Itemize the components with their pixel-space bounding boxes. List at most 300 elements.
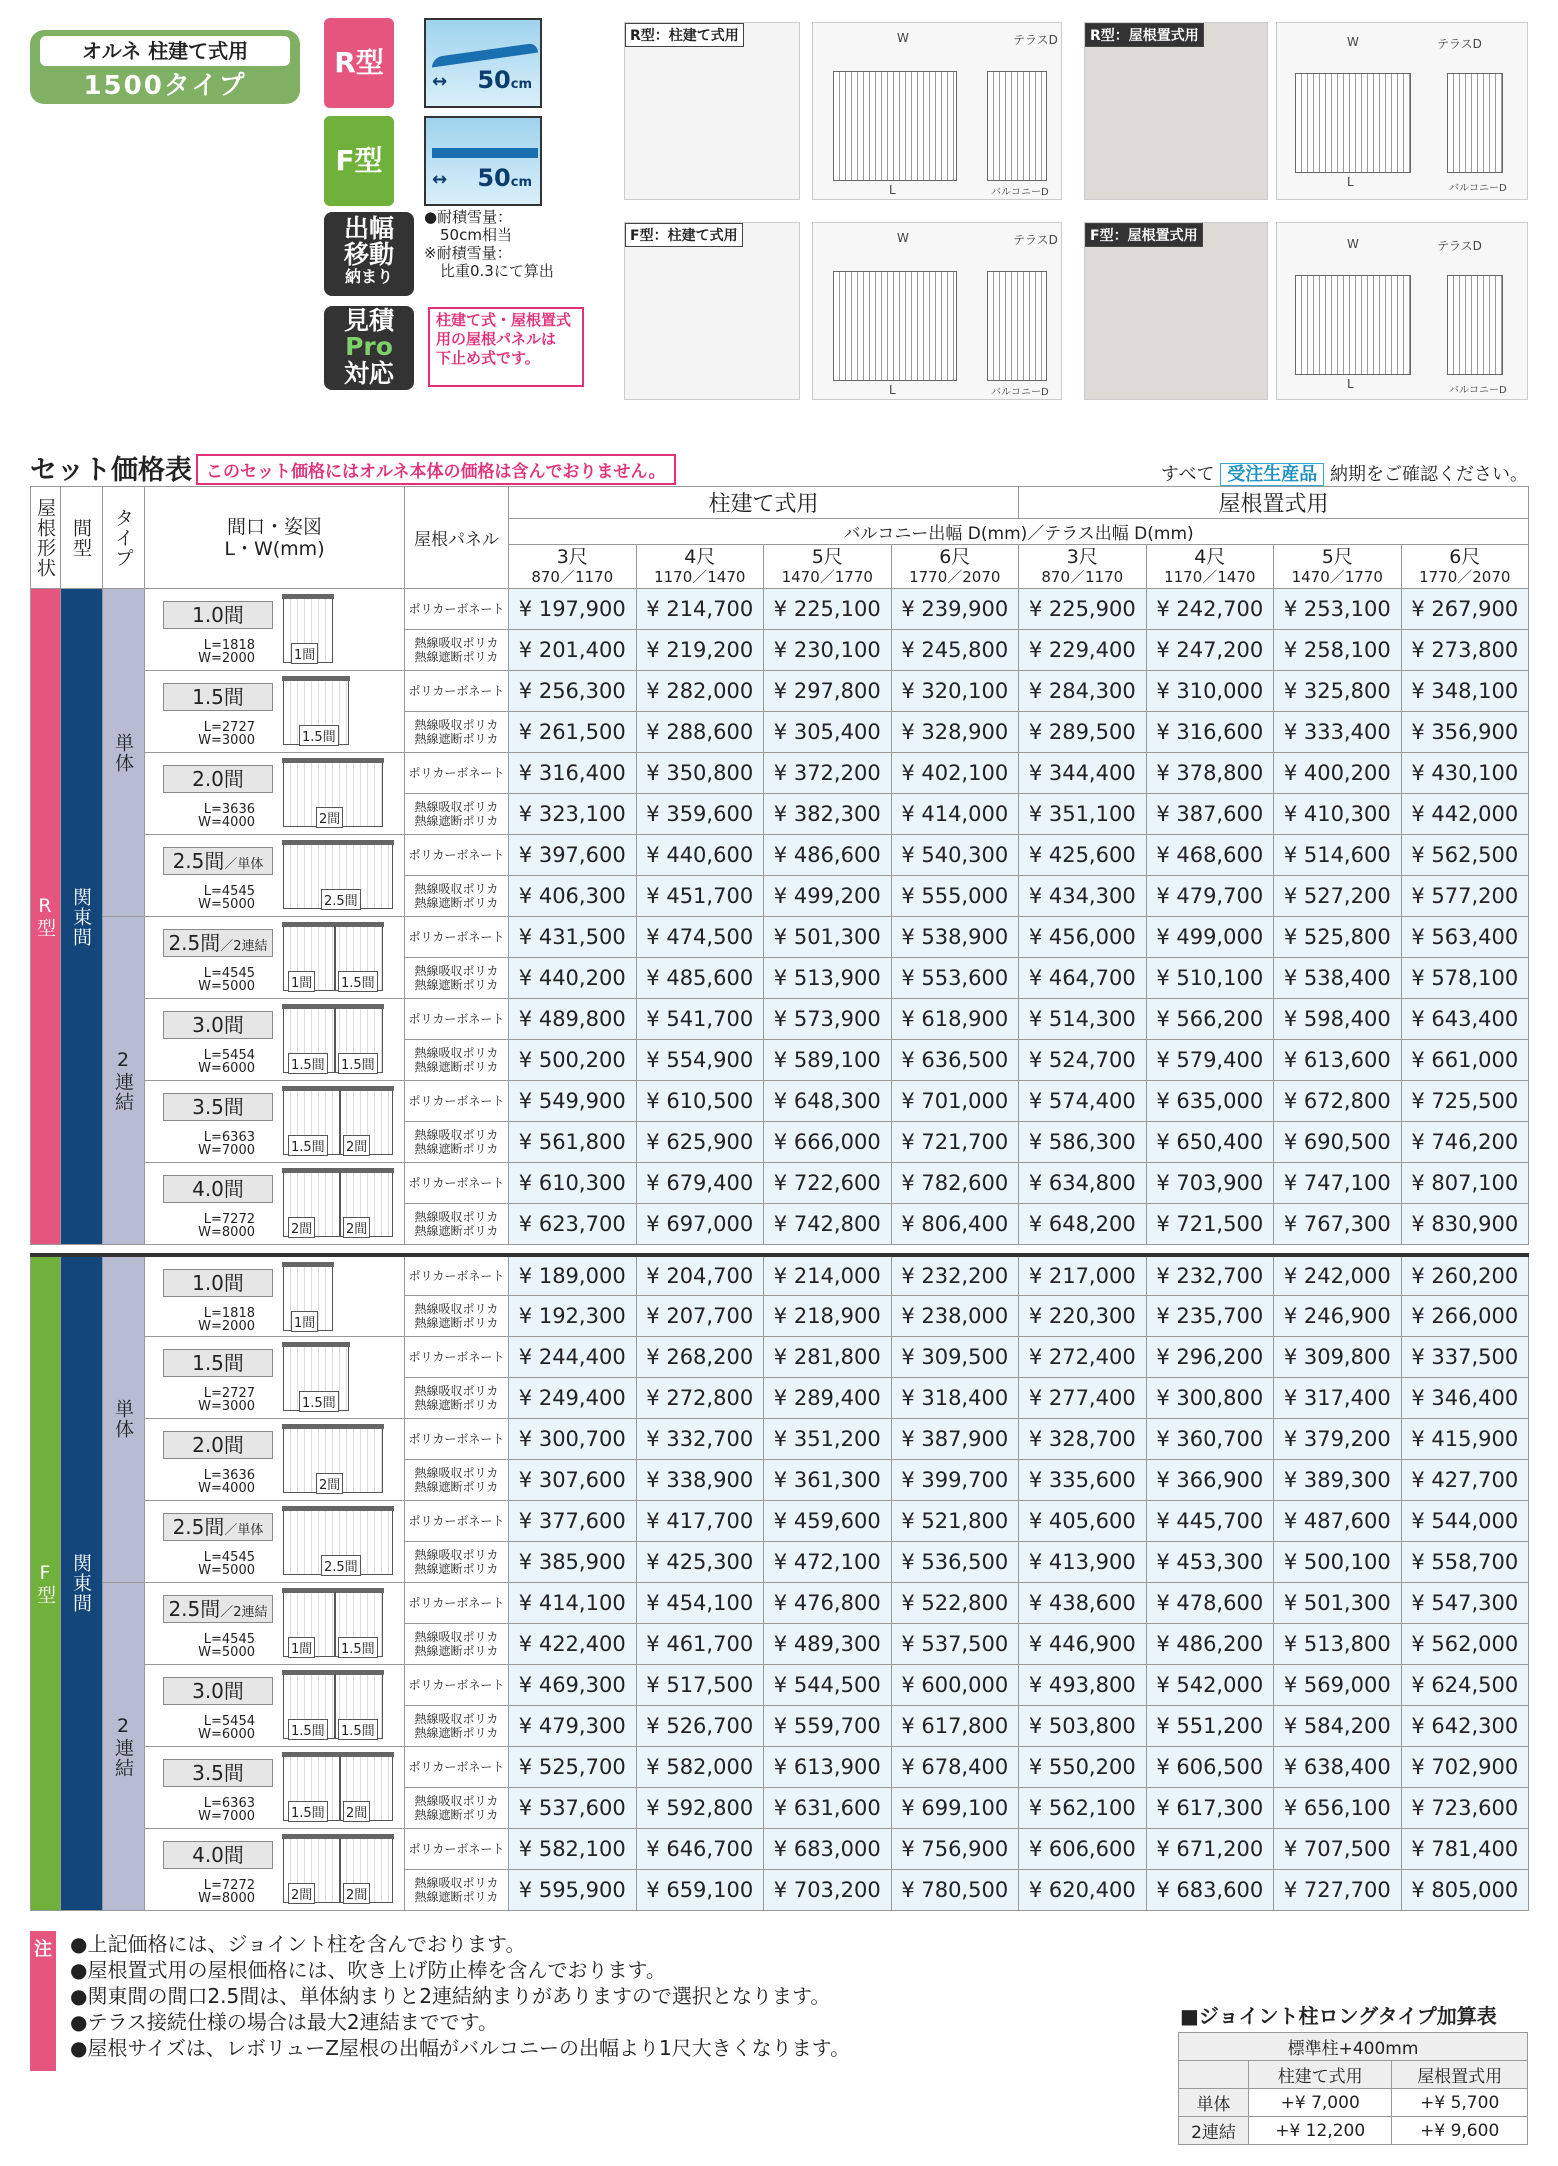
type-tag-r: R型	[324, 18, 394, 108]
price-cell: ¥ 406,300	[509, 876, 637, 917]
price-cell: ¥ 479,700	[1146, 876, 1274, 917]
price-cell: ¥ 245,800	[891, 630, 1019, 671]
price-cell: ¥ 582,000	[636, 1747, 764, 1788]
table-row	[31, 835, 1529, 876]
price-cell: ¥ 487,600	[1274, 1501, 1402, 1542]
ma-label: 1.5間	[163, 1349, 273, 1377]
price-cell: ¥ 558,700	[1401, 1542, 1529, 1583]
price-cell: ¥ 272,800	[636, 1378, 764, 1419]
ma-label: 3.0間	[163, 1011, 273, 1039]
price-cell: ¥ 721,700	[891, 1122, 1019, 1163]
price-cell: ¥ 378,800	[1146, 753, 1274, 794]
price-cell: ¥ 595,900	[509, 1870, 637, 1911]
price-cell: ¥ 256,300	[509, 671, 637, 712]
price-cell: ¥ 589,100	[764, 1040, 892, 1081]
price-cell: ¥ 807,100	[1401, 1163, 1529, 1204]
price-cell: ¥ 514,300	[1019, 999, 1147, 1040]
price-cell: ¥ 218,900	[764, 1296, 892, 1337]
panel-poly: ポリカーボネート	[405, 1419, 509, 1460]
price-cell: ¥ 469,300	[509, 1665, 637, 1706]
drawing-r-yane: W テラスD L バルコニーD	[1276, 22, 1528, 200]
frame-icon: 2間 2間	[283, 1837, 393, 1903]
price-cell: ¥ 617,300	[1146, 1788, 1274, 1829]
price-cell: ¥ 372,200	[764, 753, 892, 794]
price-cell: ¥ 514,600	[1274, 835, 1402, 876]
price-cell: ¥ 219,200	[636, 630, 764, 671]
price-cell: ¥ 289,500	[1019, 712, 1147, 753]
lw-label: L=5454 W=6000	[198, 1048, 255, 1076]
lw-label: L=3636 W=4000	[198, 1468, 255, 1496]
price-cell: ¥ 451,700	[636, 876, 764, 917]
ma-label: 3.5間	[163, 1093, 273, 1121]
panel-heat: 熱線吸収ポリカ 熱線遮断ポリカ	[405, 1788, 509, 1829]
price-cell: ¥ 562,500	[1401, 835, 1529, 876]
price-cell: ¥ 586,300	[1019, 1122, 1147, 1163]
price-cell: ¥ 559,700	[764, 1706, 892, 1747]
price-cell: ¥ 501,300	[1274, 1583, 1402, 1624]
price-cell: ¥ 273,800	[1401, 630, 1529, 671]
price-cell: ¥ 661,000	[1401, 1040, 1529, 1081]
table-row	[31, 1081, 1529, 1122]
price-cell: ¥ 410,300	[1274, 794, 1402, 835]
header-kind: タイプ	[103, 487, 145, 589]
price-cell: ¥ 634,800	[1019, 1163, 1147, 1204]
price-cell: ¥ 517,500	[636, 1665, 764, 1706]
price-cell: ¥ 723,600	[1401, 1788, 1529, 1829]
price-cell: ¥ 542,000	[1146, 1665, 1274, 1706]
table-row	[31, 1163, 1529, 1204]
price-cell: ¥ 742,800	[764, 1204, 892, 1245]
frame-icon: 1.5間	[283, 679, 349, 745]
price-cell: ¥ 284,300	[1019, 671, 1147, 712]
price-cell: ¥ 414,100	[509, 1583, 637, 1624]
joint-row-label: 2連結	[1179, 2117, 1249, 2145]
panel-heat: 熱線吸収ポリカ 熱線遮断ポリカ	[405, 1870, 509, 1911]
frame-icon: 1.5間 2間	[283, 1755, 393, 1821]
price-cell: ¥ 413,900	[1019, 1542, 1147, 1583]
price-cell: ¥ 606,600	[1019, 1829, 1147, 1870]
price-cell: ¥ 400,200	[1274, 753, 1402, 794]
frame-icon: 2.5間	[283, 1509, 393, 1575]
table-row	[31, 1501, 1529, 1542]
price-cell: ¥ 328,900	[891, 712, 1019, 753]
price-cell: ¥ 258,100	[1274, 630, 1402, 671]
drawing-f-yane: W テラスD L バルコニーD	[1276, 222, 1528, 400]
joint-col2: 屋根置式用	[1392, 2061, 1528, 2089]
panel-heat: 熱線吸収ポリカ 熱線遮断ポリカ	[405, 794, 509, 835]
note-tag: 注	[30, 1931, 56, 2071]
price-cell: ¥ 521,800	[891, 1501, 1019, 1542]
price-cell: ¥ 230,100	[764, 630, 892, 671]
price-cell: ¥ 562,000	[1401, 1624, 1529, 1665]
header-size-col: 5尺 1470／1770	[1274, 545, 1402, 589]
price-cell: ¥ 351,100	[1019, 794, 1147, 835]
note-line: ●屋根サイズは、レボリューZ屋根の出幅がバルコニーの出幅より1尺大きくなります。	[70, 2036, 851, 2060]
price-cell: ¥ 356,900	[1401, 712, 1529, 753]
price-cell: ¥ 554,900	[636, 1040, 764, 1081]
price-cell: ¥ 217,000	[1019, 1255, 1147, 1296]
price-cell: ¥ 756,900	[891, 1829, 1019, 1870]
price-cell: ¥ 671,200	[1146, 1829, 1274, 1870]
snow-icon-r: ↔ 50cm	[424, 18, 542, 108]
price-cell: ¥ 239,900	[891, 589, 1019, 630]
price-cell: ¥ 643,400	[1401, 999, 1529, 1040]
size-cell	[145, 1583, 405, 1665]
price-cell: ¥ 606,500	[1146, 1747, 1274, 1788]
lw-label: L=6363 W=7000	[198, 1796, 255, 1824]
price-cell: ¥ 323,100	[509, 794, 637, 835]
price-cell: ¥ 510,100	[1146, 958, 1274, 999]
price-cell: ¥ 707,500	[1274, 1829, 1402, 1870]
frame-icon: 1.5間 2間	[283, 1089, 393, 1155]
lw-label: L=5454 W=6000	[198, 1714, 255, 1742]
price-cell: ¥ 389,300	[1274, 1460, 1402, 1501]
frame-icon: 1間	[283, 1265, 333, 1331]
ma-label: 4.0間	[163, 1175, 273, 1203]
price-cell: ¥ 690,500	[1274, 1122, 1402, 1163]
price-cell: ¥ 617,800	[891, 1706, 1019, 1747]
price-cell: ¥ 613,900	[764, 1747, 892, 1788]
price-cell: ¥ 780,500	[891, 1870, 1019, 1911]
size-cell	[145, 1337, 405, 1419]
price-cell: ¥ 316,400	[509, 753, 637, 794]
panel-heat: 熱線吸収ポリカ 熱線遮断ポリカ	[405, 1296, 509, 1337]
price-cell: ¥ 600,000	[891, 1665, 1019, 1706]
joint-cell: +¥ 7,000	[1249, 2089, 1392, 2117]
panel-heat: 熱線吸収ポリカ 熱線遮断ポリカ	[405, 1624, 509, 1665]
panel-heat: 熱線吸収ポリカ 熱線遮断ポリカ	[405, 958, 509, 999]
price-cell: ¥ 525,700	[509, 1747, 637, 1788]
price-cell: ¥ 578,100	[1401, 958, 1529, 999]
size-cell	[145, 753, 405, 835]
lw-label: L=1818 W=2000	[198, 1305, 255, 1334]
lw-label: L=3636 W=4000	[198, 802, 255, 830]
price-cell: ¥ 335,600	[1019, 1460, 1147, 1501]
price-cell: ¥ 781,400	[1401, 1829, 1529, 1870]
price-cell: ¥ 830,900	[1401, 1204, 1529, 1245]
frame-icon: 1.5間 1.5間	[283, 1007, 383, 1073]
panel-poly: ポリカーボネート	[405, 1665, 509, 1706]
note-line: ●テラス接続仕様の場合は最大2連結までです。	[70, 2010, 498, 2034]
price-cell: ¥ 434,300	[1019, 876, 1147, 917]
lw-label: L=6363 W=7000	[198, 1130, 255, 1158]
header-panel: 屋根パネル	[405, 487, 509, 589]
price-cell: ¥ 624,500	[1401, 1665, 1529, 1706]
price-cell: ¥ 405,600	[1019, 1501, 1147, 1542]
price-cell: ¥ 438,600	[1019, 1583, 1147, 1624]
header-shape: 屋根形状	[31, 487, 61, 589]
price-cell: ¥ 555,000	[891, 876, 1019, 917]
header-size-col: 4尺 1170／1470	[636, 545, 764, 589]
price-cell: ¥ 499,200	[764, 876, 892, 917]
price-cell: ¥ 397,600	[509, 835, 637, 876]
price-cell: ¥ 266,000	[1401, 1296, 1529, 1337]
table-row	[31, 1583, 1529, 1624]
price-cell: ¥ 610,300	[509, 1163, 637, 1204]
price-cell: ¥ 348,100	[1401, 671, 1529, 712]
header-yane: 屋根置式用	[1019, 487, 1529, 519]
lw-label: L=2727 W=3000	[198, 720, 255, 748]
price-cell: ¥ 538,400	[1274, 958, 1402, 999]
panel-heat: 熱線吸収ポリカ 熱線遮断ポリカ	[405, 712, 509, 753]
price-cell: ¥ 697,000	[636, 1204, 764, 1245]
price-cell: ¥ 425,600	[1019, 835, 1147, 876]
price-cell: ¥ 579,400	[1146, 1040, 1274, 1081]
table-row	[31, 1419, 1529, 1460]
ma-label: 2.0間	[163, 1431, 273, 1459]
ma-label: 3.0間	[163, 1677, 273, 1705]
price-cell: ¥ 474,500	[636, 917, 764, 958]
price-cell: ¥ 307,600	[509, 1460, 637, 1501]
price-cell: ¥ 189,000	[509, 1255, 637, 1296]
price-cell: ¥ 613,600	[1274, 1040, 1402, 1081]
price-cell: ¥ 725,500	[1401, 1081, 1529, 1122]
price-cell: ¥ 566,200	[1146, 999, 1274, 1040]
price-cell: ¥ 727,700	[1274, 1870, 1402, 1911]
price-cell: ¥ 468,600	[1146, 835, 1274, 876]
header-hashira: 柱建て式用	[509, 487, 1019, 519]
price-cell: ¥ 537,500	[891, 1624, 1019, 1665]
panel-poly: ポリカーボネート	[405, 917, 509, 958]
table-row	[31, 1255, 1529, 1296]
price-cell: ¥ 361,300	[764, 1460, 892, 1501]
dejiba-tag: 出幅 移動 納まり	[324, 212, 414, 296]
frame-icon: 1間 1.5間	[283, 1591, 383, 1657]
drawing-f-hashira: W テラスD L バルコニーD	[812, 222, 1062, 400]
price-cell: ¥ 197,900	[509, 589, 637, 630]
price-cell: ¥ 642,300	[1401, 1706, 1529, 1747]
price-cell: ¥ 648,300	[764, 1081, 892, 1122]
ma-label: 1.0間	[163, 1269, 273, 1297]
table-row	[31, 671, 1529, 712]
frame-icon: 2間 2間	[283, 1171, 393, 1237]
header-size-col: 6尺 1770／2070	[891, 545, 1019, 589]
price-cell: ¥ 544,000	[1401, 1501, 1529, 1542]
price-cell: ¥ 309,500	[891, 1337, 1019, 1378]
price-cell: ¥ 399,700	[891, 1460, 1019, 1501]
price-cell: ¥ 702,900	[1401, 1747, 1529, 1788]
frame-icon: 1.5間	[283, 1345, 349, 1411]
size-cell	[145, 589, 405, 671]
ma-label: 2.0間	[163, 765, 273, 793]
price-cell: ¥ 402,100	[891, 753, 1019, 794]
price-cell: ¥ 244,400	[509, 1337, 637, 1378]
joint-cell: +¥ 5,700	[1392, 2089, 1528, 2117]
price-cell: ¥ 499,000	[1146, 917, 1274, 958]
panel-poly: ポリカーボネート	[405, 835, 509, 876]
price-cell: ¥ 440,600	[636, 835, 764, 876]
price-cell: ¥ 500,100	[1274, 1542, 1402, 1583]
note-line: ●上記価格には、ジョイント柱を含んでおります。	[70, 1932, 526, 1956]
price-cell: ¥ 537,600	[509, 1788, 637, 1829]
panel-poly: ポリカーボネート	[405, 1829, 509, 1870]
price-cell: ¥ 316,600	[1146, 712, 1274, 753]
ma-label: 2.5間／単体	[163, 1513, 273, 1541]
price-cell: ¥ 618,900	[891, 999, 1019, 1040]
price-cell: ¥ 309,800	[1274, 1337, 1402, 1378]
price-cell: ¥ 636,500	[891, 1040, 1019, 1081]
price-cell: ¥ 476,800	[764, 1583, 892, 1624]
price-cell: ¥ 486,600	[764, 835, 892, 876]
table-row	[31, 917, 1529, 958]
table-row	[31, 1829, 1529, 1870]
price-cell: ¥ 683,000	[764, 1829, 892, 1870]
price-cell: ¥ 501,300	[764, 917, 892, 958]
price-cell: ¥ 445,700	[1146, 1501, 1274, 1542]
joint-cell: +¥ 12,200	[1249, 2117, 1392, 2145]
price-cell: ¥ 246,900	[1274, 1296, 1402, 1337]
price-cell: ¥ 561,800	[509, 1122, 637, 1163]
price-cell: ¥ 549,900	[509, 1081, 637, 1122]
drawing-r-hashira: W テラスD L バルコニーD	[812, 22, 1062, 200]
price-cell: ¥ 422,400	[509, 1624, 637, 1665]
price-cell: ¥ 553,600	[891, 958, 1019, 999]
header-size-col: 3尺 870／1170	[1019, 545, 1147, 589]
price-cell: ¥ 282,000	[636, 671, 764, 712]
panel-heat: 熱線吸収ポリカ 熱線遮断ポリカ	[405, 630, 509, 671]
panel-heat: 熱線吸収ポリカ 熱線遮断ポリカ	[405, 1040, 509, 1081]
size-cell	[145, 1501, 405, 1583]
price-cell: ¥ 782,600	[891, 1163, 1019, 1204]
price-cell: ¥ 387,900	[891, 1419, 1019, 1460]
price-cell: ¥ 379,200	[1274, 1419, 1402, 1460]
price-cell: ¥ 417,700	[636, 1501, 764, 1542]
lw-label: L=7272 W=8000	[198, 1212, 255, 1240]
price-cell: ¥ 513,800	[1274, 1624, 1402, 1665]
price-cell: ¥ 387,600	[1146, 794, 1274, 835]
price-cell: ¥ 232,200	[891, 1255, 1019, 1296]
ma-label: 4.0間	[163, 1841, 273, 1869]
price-cell: ¥ 440,200	[509, 958, 637, 999]
panel-poly: ポリカーボネート	[405, 753, 509, 794]
price-cell: ¥ 415,900	[1401, 1419, 1529, 1460]
table-row	[31, 589, 1529, 630]
header-size-col: 3尺 870／1170	[509, 545, 637, 589]
price-cell: ¥ 563,400	[1401, 917, 1529, 958]
panel-poly: ポリカーボネート	[405, 589, 509, 630]
size-cell	[145, 1163, 405, 1245]
price-cell: ¥ 679,400	[636, 1163, 764, 1204]
price-cell: ¥ 472,100	[764, 1542, 892, 1583]
price-cell: ¥ 425,300	[636, 1542, 764, 1583]
lw-label: L=1818 W=2000	[198, 638, 255, 666]
price-cell: ¥ 350,800	[636, 753, 764, 794]
price-cell: ¥ 296,200	[1146, 1337, 1274, 1378]
panel-heat: 熱線吸収ポリカ 熱線遮断ポリカ	[405, 876, 509, 917]
price-cell: ¥ 442,000	[1401, 794, 1529, 835]
price-cell: ¥ 337,500	[1401, 1337, 1529, 1378]
price-cell: ¥ 431,500	[509, 917, 637, 958]
price-cell: ¥ 225,900	[1019, 589, 1147, 630]
price-cell: ¥ 346,400	[1401, 1378, 1529, 1419]
price-cell: ¥ 253,100	[1274, 589, 1402, 630]
price-cell: ¥ 351,200	[764, 1419, 892, 1460]
price-cell: ¥ 806,400	[891, 1204, 1019, 1245]
price-cell: ¥ 722,600	[764, 1163, 892, 1204]
price-cell: ¥ 598,400	[1274, 999, 1402, 1040]
lw-label: L=4545 W=5000	[198, 1632, 255, 1660]
price-cell: ¥ 320,100	[891, 671, 1019, 712]
price-cell: ¥ 207,700	[636, 1296, 764, 1337]
panel-poly: ポリカーボネート	[405, 1583, 509, 1624]
price-cell: ¥ 569,000	[1274, 1665, 1402, 1706]
price-cell: ¥ 249,400	[509, 1378, 637, 1419]
size-cell	[145, 1255, 405, 1337]
joint-std: 標準柱+400mm	[1179, 2033, 1528, 2061]
frame-icon: 1間	[283, 597, 333, 663]
price-cell: ¥ 485,600	[636, 958, 764, 999]
price-cell: ¥ 551,200	[1146, 1706, 1274, 1747]
price-cell: ¥ 573,900	[764, 999, 892, 1040]
price-cell: ¥ 454,100	[636, 1583, 764, 1624]
shape-label: F型	[31, 1255, 61, 1911]
price-cell: ¥ 277,400	[1019, 1378, 1147, 1419]
size-cell	[145, 835, 405, 917]
price-cell: ¥ 610,500	[636, 1081, 764, 1122]
price-cell: ¥ 703,900	[1146, 1163, 1274, 1204]
price-cell: ¥ 317,400	[1274, 1378, 1402, 1419]
panel-poly: ポリカーボネート	[405, 1163, 509, 1204]
header-sub: バルコニー出幅 D(mm)／テラス出幅 D(mm)	[509, 519, 1529, 545]
tandai-label: 単体	[103, 1255, 145, 1583]
price-cell: ¥ 300,800	[1146, 1378, 1274, 1419]
frame-icon: 2間	[283, 761, 383, 827]
note-line: ●関東間の間口2.5間は、単体納まりと2連結納まりがありますので選択となります。	[70, 1984, 831, 2008]
price-cell: ¥ 305,400	[764, 712, 892, 753]
price-cell: ¥ 666,000	[764, 1122, 892, 1163]
panel-poly: ポリカーボネート	[405, 1255, 509, 1296]
price-cell: ¥ 332,700	[636, 1419, 764, 1460]
price-cell: ¥ 767,300	[1274, 1204, 1402, 1245]
product-type: 1500タイプ	[83, 71, 247, 101]
size-cell	[145, 1747, 405, 1829]
price-cell: ¥ 267,900	[1401, 589, 1529, 630]
product-name: オルネ 柱建て式用	[40, 36, 290, 66]
price-cell: ¥ 427,700	[1401, 1460, 1529, 1501]
price-cell: ¥ 479,300	[509, 1706, 637, 1747]
header-type: 間型	[61, 487, 103, 589]
price-cell: ¥ 456,000	[1019, 917, 1147, 958]
price-cell: ¥ 310,000	[1146, 671, 1274, 712]
price-cell: ¥ 204,700	[636, 1255, 764, 1296]
price-cell: ¥ 623,700	[509, 1204, 637, 1245]
table-row	[31, 1337, 1529, 1378]
photo-f-yane: F型：屋根置式用	[1084, 222, 1268, 400]
price-cell: ¥ 486,200	[1146, 1624, 1274, 1665]
price-cell: ¥ 318,400	[891, 1378, 1019, 1419]
price-cell: ¥ 683,600	[1146, 1870, 1274, 1911]
panel-heat: 熱線吸収ポリカ 熱線遮断ポリカ	[405, 1706, 509, 1747]
ma-label: 2.5間／2連結	[163, 929, 273, 957]
joint-cell: +¥ 9,600	[1392, 2117, 1528, 2145]
price-cell: ¥ 650,400	[1146, 1122, 1274, 1163]
price-cell: ¥ 493,800	[1019, 1665, 1147, 1706]
price-cell: ¥ 446,900	[1019, 1624, 1147, 1665]
price-cell: ¥ 242,700	[1146, 589, 1274, 630]
price-cell: ¥ 232,700	[1146, 1255, 1274, 1296]
size-cell	[145, 1665, 405, 1747]
frame-icon: 2.5間	[283, 843, 393, 909]
lw-label: L=4545 W=5000	[198, 884, 255, 912]
panel-poly: ポリカーボネート	[405, 999, 509, 1040]
price-cell: ¥ 522,800	[891, 1583, 1019, 1624]
price-cell: ¥ 235,700	[1146, 1296, 1274, 1337]
price-cell: ¥ 344,400	[1019, 753, 1147, 794]
price-cell: ¥ 625,900	[636, 1122, 764, 1163]
price-cell: ¥ 229,400	[1019, 630, 1147, 671]
price-cell: ¥ 366,900	[1146, 1460, 1274, 1501]
section-title: セット価格表	[30, 455, 192, 486]
